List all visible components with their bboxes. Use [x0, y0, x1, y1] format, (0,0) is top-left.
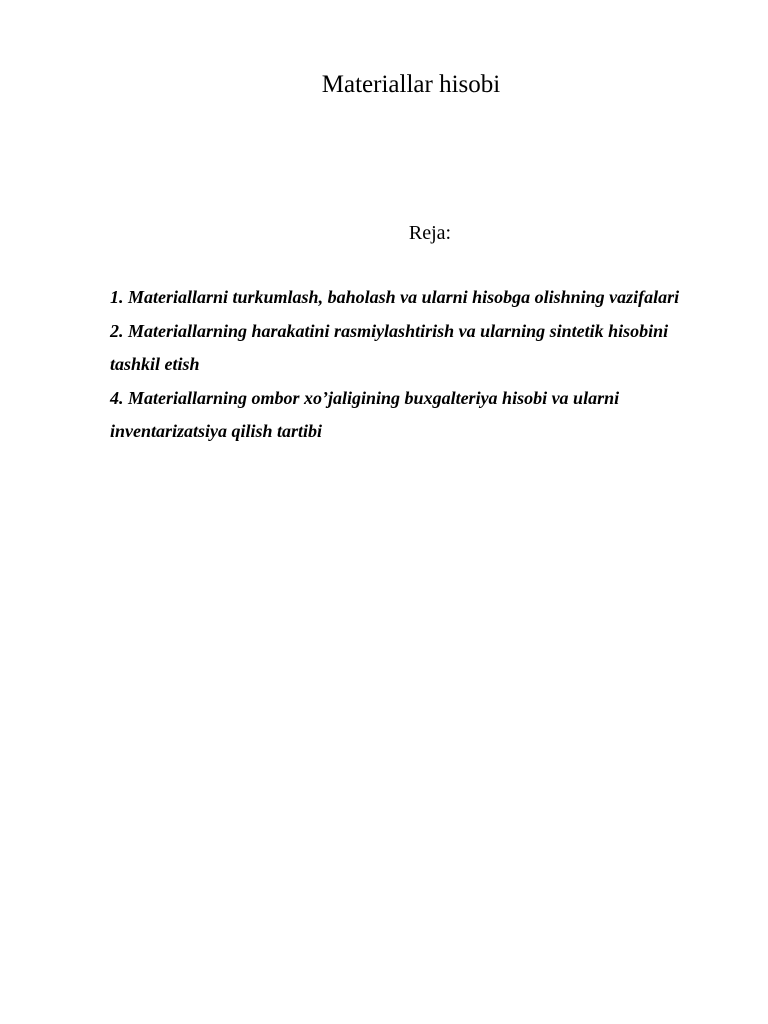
plan-item-3: 4. Materiallarning ombor xo’jaligining buxgalteriya hisobi va ularni inventarizatsiya qilish tartibi: [110, 387, 620, 441]
plan-heading: Reja:: [408, 222, 452, 244]
plan-item-1: 1. Materiallarni turkumlash, baholash va ularni hisobga olishning vazifalari: [110, 287, 680, 307]
document-title: Materiallar hisobi: [321, 71, 501, 98]
plan-item-2: 2. Materiallarning harakatini rasmiylashtirish va ularning sintetik hisobini tashkil etish: [110, 320, 669, 374]
plan-list: [110, 281, 710, 449]
